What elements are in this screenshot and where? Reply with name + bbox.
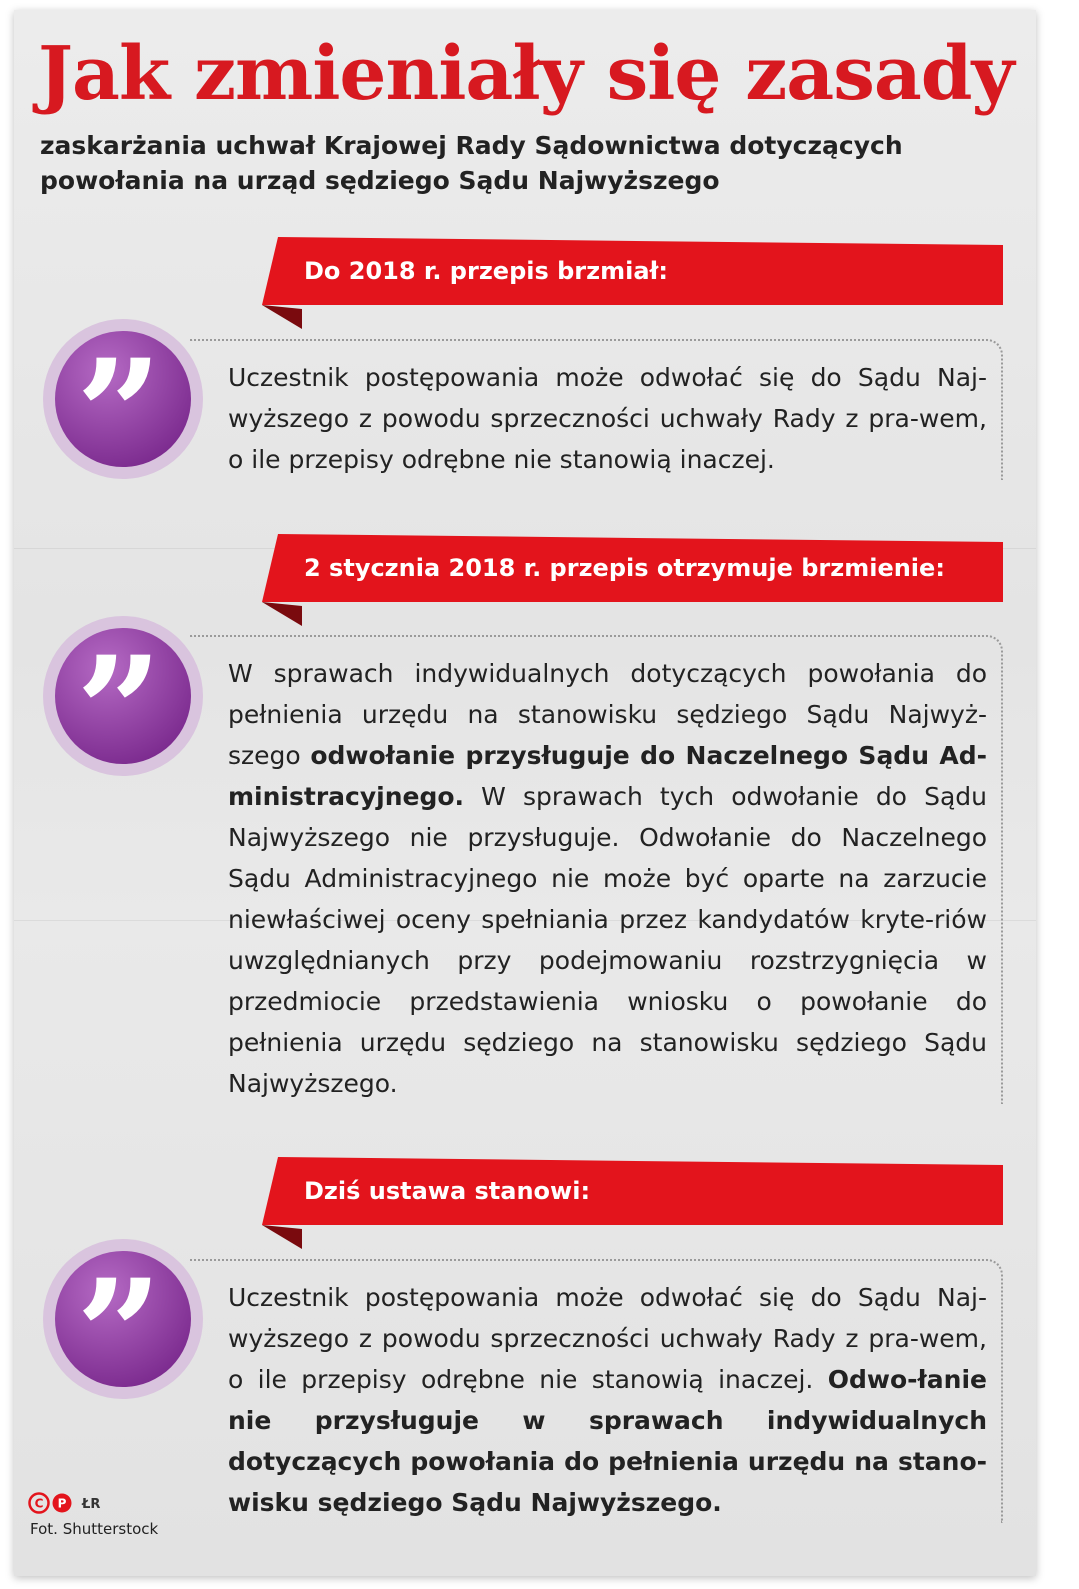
emphasized-text: odwołanie przysługuje do Naczelnego Sądu Ad-ministracyjnego. (228, 741, 987, 811)
infographic-title: Jak zmieniały się zasady (38, 31, 1014, 117)
logo-letter-c: C (34, 1496, 44, 1511)
section-heading: 2 stycznia 2018 r. przepis otrzymuje brzmienie: (304, 554, 945, 582)
emphasized-text: Odwo-łanie nie przysługuje w sprawach indywidualnych dotyczących powołania do pełnienia urzędu na stano-wisku sędziego Sądu Najwyższego. (228, 1365, 987, 1517)
svg-text:P: P (57, 1496, 67, 1511)
quote-paragraph (190, 637, 1001, 1104)
closing-quote-icon (39, 1235, 207, 1403)
section-heading-ribbon (262, 534, 1003, 626)
photo-credit: Fot. Shutterstock (30, 1520, 159, 1538)
infographic-subtitle: zaskarżania uchwał Krajowej Rady Sądownictwa dotyczących powołania na urząd sędziego Sądu Najwyższego (40, 131, 903, 195)
svg-text:”: ” (75, 1247, 163, 1403)
cp-publisher-logo (28, 1492, 78, 1514)
svg-text:”: ” (75, 624, 163, 780)
closing-quote-icon (39, 315, 207, 483)
section-heading-ribbon (262, 237, 1003, 329)
section-heading: Dziś ustawa stanowi: (304, 1177, 591, 1205)
quote-text: Uczestnik postępowania może odwołać się do Sądu Naj-wyższego z powodu sprzeczności uchwały Rady z pra-wem, o ile przepisy odrębne nie stanowią inaczej. (228, 363, 987, 474)
section-heading: Do 2018 r. przepis brzmiał: (304, 257, 669, 285)
author-mark: ŁR (82, 1497, 101, 1512)
svg-text:”: ” (75, 327, 163, 483)
closing-quote-icon (39, 612, 207, 780)
quote-paragraph (190, 341, 1001, 480)
quote-text: Uczestnik postępowania może odwołać się do Sądu Naj-wyższego z powodu sprzeczności uchwały Rady z pra-wem, o ile przepisy odrębne nie stanowią inaczej. (228, 1283, 987, 1394)
quote-text: W sprawach indywidualnych dotyczących powołania do pełnienia urzędu na stanowisku sędziego Sądu Najwyż-szego (228, 659, 987, 770)
quote-text-box (190, 635, 1003, 1104)
section-heading-ribbon (262, 1157, 1003, 1249)
quote-text-box (190, 1259, 1003, 1523)
quote-paragraph (190, 1261, 1001, 1523)
quote-text-box (190, 339, 1003, 480)
quote-text: W sprawach tych odwołanie do Sądu Najwyższego nie przysługuje. Odwołanie do Naczelnego Sądu Administracyjnego nie może być oparte na zarzucie niewłaściwej oceny spełniania przez kandydatów kryte-riów uwzględnianych przy podejmowaniu rozstrzygnięcia w przedmiocie przedstawienia wniosku o powołanie do pełnienia urzędu sędziego na stanowisku sędziego Sądu Najwyższego. (228, 782, 987, 1098)
